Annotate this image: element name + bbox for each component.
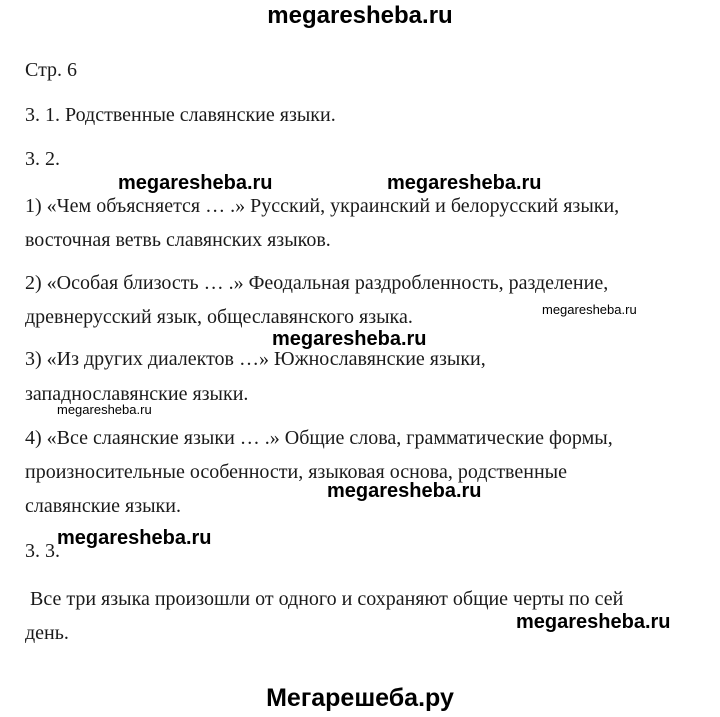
watermark-4: megaresheba.ru	[272, 328, 427, 350]
item-4-line-1: 4) «Все слаянские языки … .» Общие слова, грамматические формы,	[25, 427, 613, 449]
section-3-2-heading: 3. 2.	[25, 148, 60, 170]
item-3-line-2: западнославянские языки.	[25, 383, 249, 405]
section-3-3-line-1: Все три языка произошли от одного и сохраняют общие черты по сей	[25, 588, 624, 610]
item-4-line-2: произносительные особенности, языковая основа, родственные	[25, 461, 567, 483]
footer-watermark: Мегарешеба.ру	[266, 684, 454, 712]
item-2-line-2: древнерусский язык, общеславянского языка.	[25, 306, 413, 328]
page-label: Стр. 6	[25, 59, 78, 81]
section-3-3-line-2: день.	[25, 622, 69, 644]
watermark-2: megaresheba.ru	[387, 172, 542, 194]
watermark-5: megaresheba.ru	[57, 402, 152, 417]
watermark-8: megaresheba.ru	[516, 611, 671, 633]
item-4-line-3: славянские языки.	[25, 495, 181, 517]
item-3-line-1: 3) «Из других диалектов …» Южнославянские языки,	[25, 348, 486, 370]
item-1-line-2: восточная ветвь славянских языков.	[25, 229, 331, 251]
section-3-3-heading: 3. 3.	[25, 540, 60, 562]
watermark-3: megaresheba.ru	[542, 302, 637, 317]
item-1-line-1: 1) «Чем объясняется … .» Русский, украинский и белорусский языки,	[25, 195, 620, 217]
section-3-1: 3. 1. Родственные славянские языки.	[25, 104, 336, 126]
header-watermark: megaresheba.ru	[267, 2, 453, 29]
watermark-6: megaresheba.ru	[327, 480, 482, 502]
watermark-7: megaresheba.ru	[57, 527, 212, 549]
item-2-line-1: 2) «Особая близость … .» Феодальная раздробленность, разделение,	[25, 272, 609, 294]
watermark-1: megaresheba.ru	[118, 172, 273, 194]
